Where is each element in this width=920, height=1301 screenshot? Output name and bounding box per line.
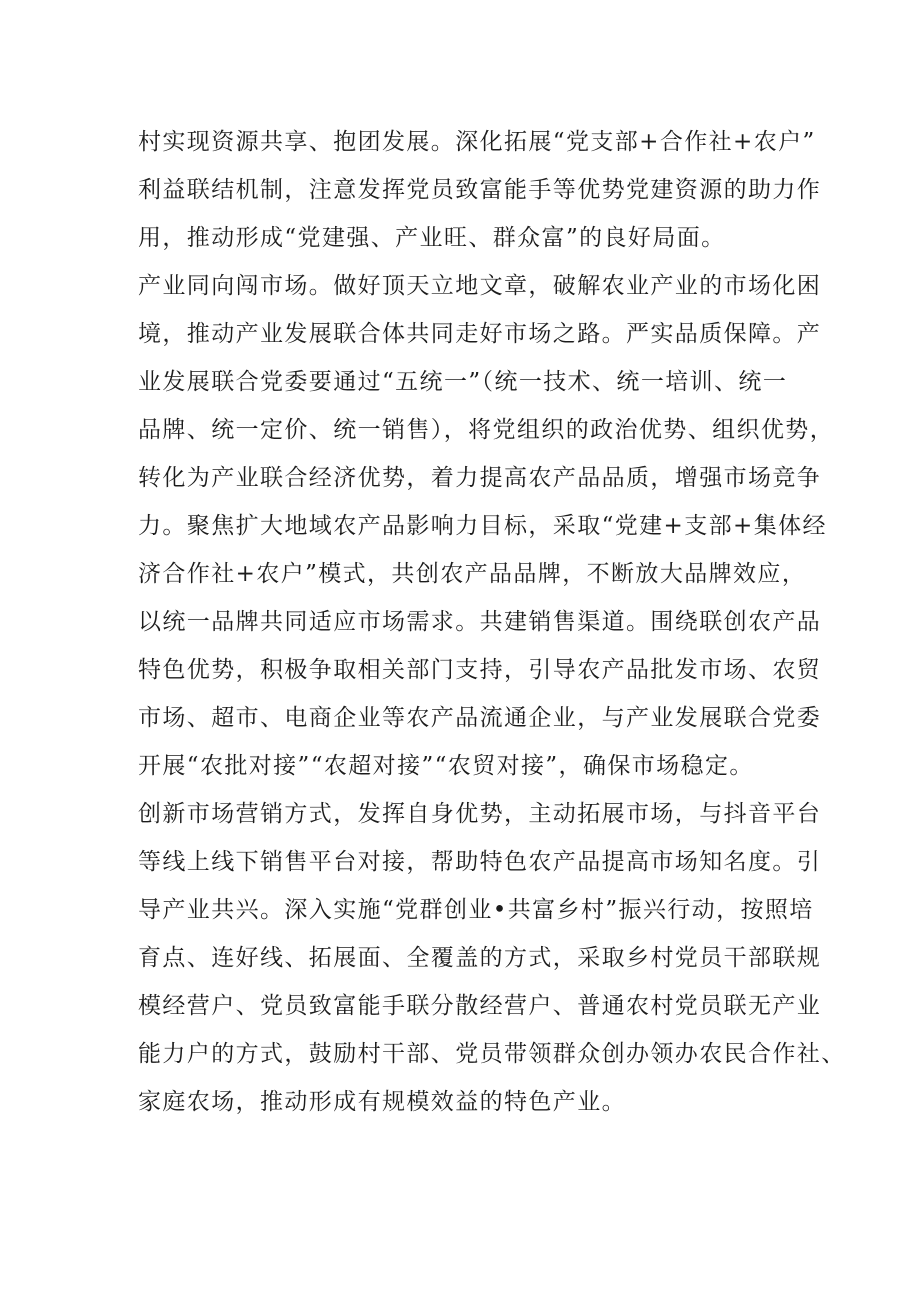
- text-line: 品牌、统一定价、统一销售），将党组织的政治优势、组织优势，: [138, 417, 835, 443]
- text-line: 用，推动形成“党建强、产业旺、群众富”的良好局面。: [138, 225, 726, 251]
- text-line: 等线上线下销售平台对接，帮助特色农产品提高市场知名度。引: [138, 849, 822, 875]
- text-line: 家庭农场，推动形成有规模效益的特色产业。: [138, 1089, 626, 1115]
- text-line: 能力户的方式，鼓励村干部、党员带领群众创办领办农民合作社、: [138, 1041, 846, 1067]
- text-line: 市场、超市、电商企业等农产品流通企业，与产业发展联合党委: [138, 705, 822, 731]
- text-line: 利益联结机制，注意发挥党员致富能手等优势党建资源的助力作: [138, 177, 822, 203]
- text-line: 产业同向闯市场。做好顶天立地文章，破解农业产业的市场化困: [138, 273, 822, 299]
- text-line: 济合作社+农户”模式，共创农产品品牌，不断放大品牌效应，: [138, 561, 807, 587]
- text-line: 业发展联合党委要通过“五统一”（统一技术、统一培训、统一: [138, 369, 788, 395]
- text-line: 育点、连好线、拓展面、全覆盖的方式，采取乡村党员干部联规: [138, 945, 822, 971]
- text-line: 开展“农批对接”“农超对接”“农贸对接”，确保市场稳定。: [138, 753, 754, 779]
- document-body: [138, 118, 846, 1126]
- text-line: 力。聚焦扩大地域农产品影响力目标，采取“党建+支部+集体经: [138, 513, 827, 539]
- text-line: 境，推动产业发展联合体共同走好市场之路。严实品质保障。产: [138, 321, 822, 347]
- text-line: 导产业共兴。深入实施“党群创业•共富乡村”振兴行动，按照培: [138, 897, 814, 923]
- text-line: 村实现资源共享、抱团发展。深化拓展“党支部+合作社+农户”: [138, 129, 816, 155]
- text-line: 模经营户、党员致富能手联分散经营户、普通农村党员联无产业: [138, 993, 822, 1019]
- text-line: 特色优势，积极争取相关部门支持，引导农产品批发市场、农贸: [138, 657, 822, 683]
- text-line: 以统一品牌共同适应市场需求。共建销售渠道。围绕联创农产品: [138, 609, 822, 635]
- text-line: 转化为产业联合经济优势，着力提高农产品品质，增强市场竞争: [138, 465, 822, 491]
- text-line: 创新市场营销方式，发挥自身优势，主动拓展市场，与抖音平台: [138, 801, 822, 827]
